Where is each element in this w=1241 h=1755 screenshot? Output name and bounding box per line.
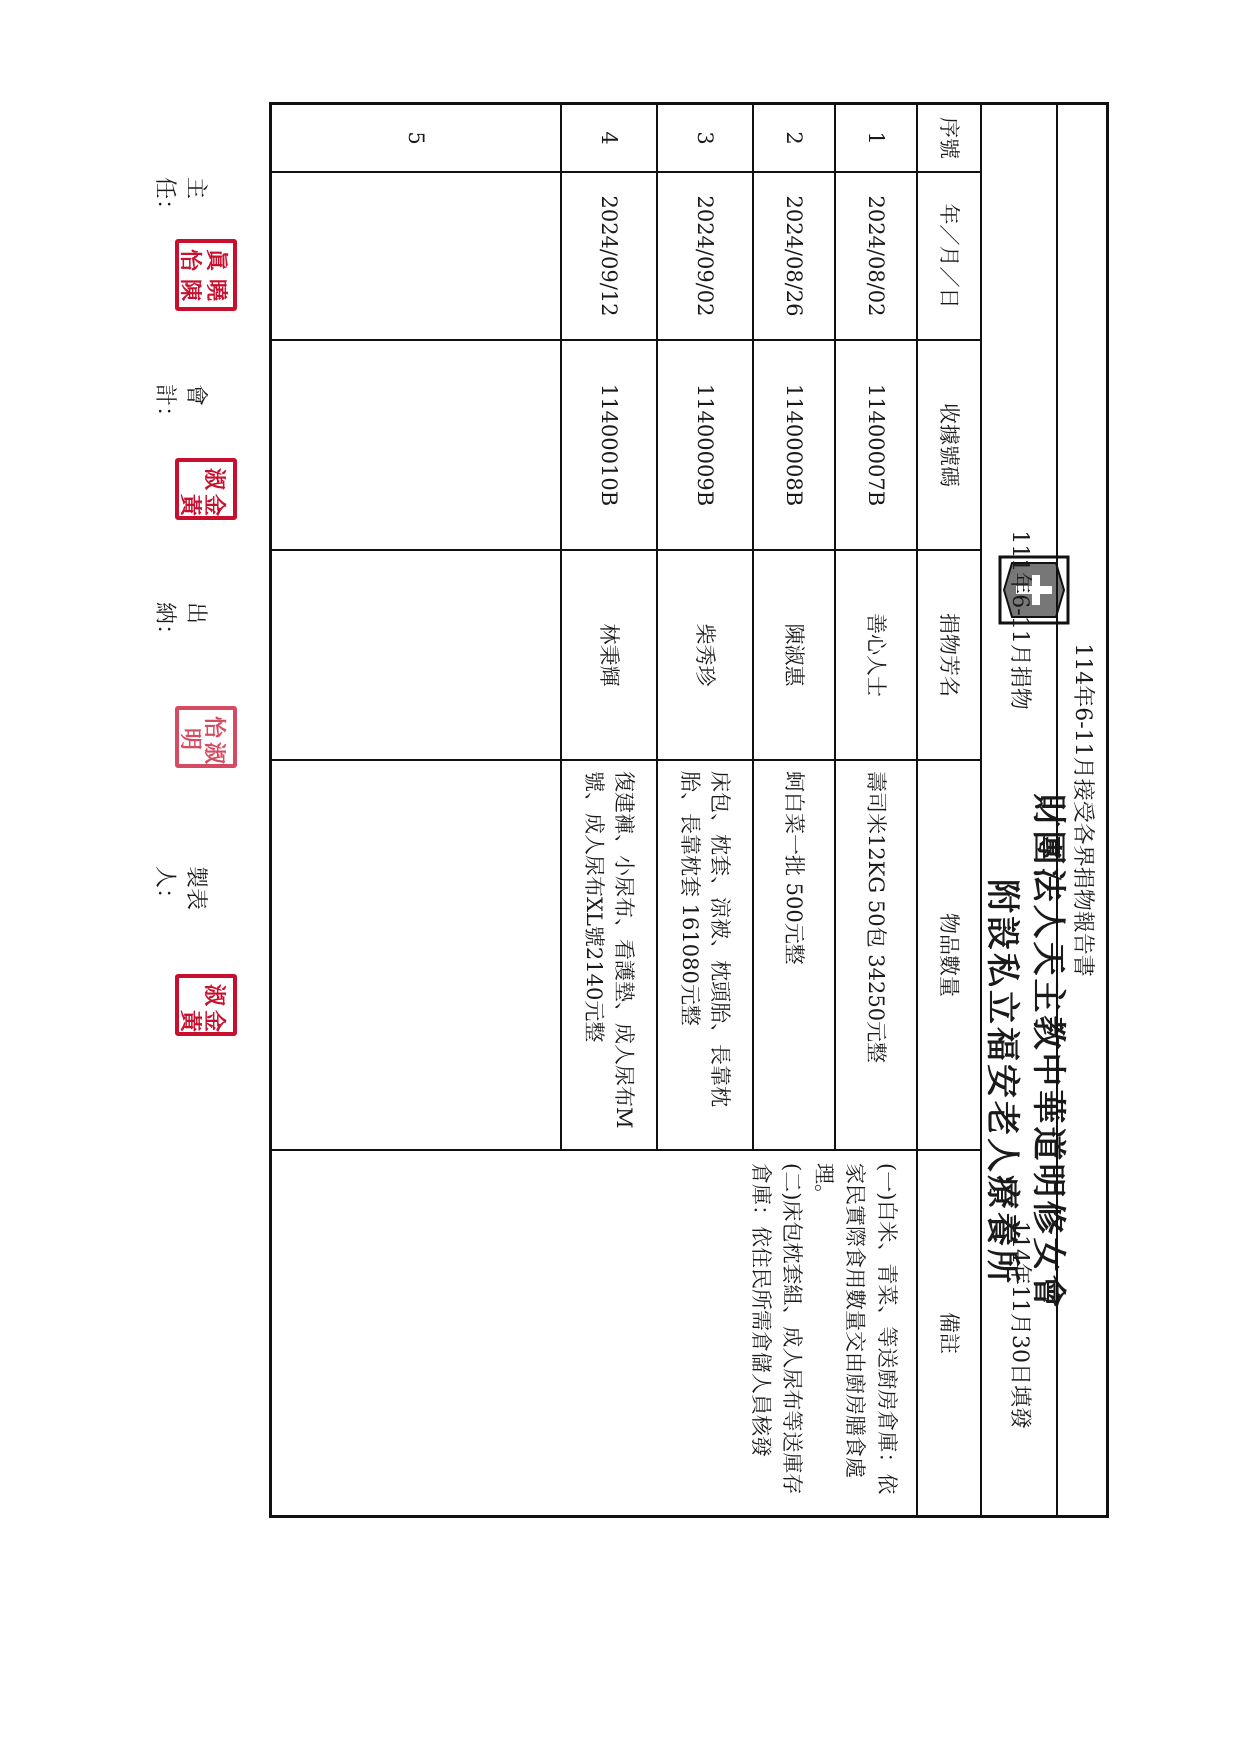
- row-receipt: 11400009B: [658, 341, 752, 551]
- row-no: 5: [272, 105, 560, 173]
- column-header-donor: 捐物芳名: [918, 551, 980, 761]
- column-header-items: 物品數量: [918, 761, 980, 1151]
- fill-date: 114年11月30日填發: [1006, 1221, 1032, 1429]
- signature-label-preparer: 製表人：: [152, 866, 208, 911]
- signature-label-cashier: 出納：: [152, 602, 208, 647]
- row-donor: [272, 551, 560, 761]
- row-date: 2024/08/02: [836, 173, 916, 341]
- row-donor: 林秉輝: [562, 551, 656, 761]
- row-receipt: 11400008B: [754, 341, 834, 551]
- table-row: [656, 105, 752, 1151]
- row-no: 3: [658, 105, 752, 173]
- row-receipt: 11400010B: [562, 341, 656, 551]
- table-row: [752, 105, 834, 1151]
- table-row: [272, 105, 560, 1151]
- preparer-seal-icon: 淑 金 黃: [175, 974, 237, 1036]
- row-items: 蚵白菜一批 500元整: [754, 761, 834, 1151]
- row-no: 4: [562, 105, 656, 173]
- row-no: 1: [836, 105, 916, 173]
- row-items: 壽司米12KG 50包 34250元整: [836, 761, 916, 1151]
- row-items: 床包、枕套、涼被、枕頭胎、長靠枕胎、長靠枕套 161080元整: [658, 761, 752, 1151]
- report-title-row: [1056, 105, 1106, 1515]
- row-donor: 陳淑惠: [754, 551, 834, 761]
- donation-report-table: [269, 102, 1109, 1518]
- report-subtitle-row: [980, 105, 1056, 1515]
- column-header-no: 序號: [918, 105, 980, 173]
- row-date: [272, 173, 560, 341]
- column-header-remarks: 備註: [937, 1312, 962, 1354]
- facility-name: 附設私立福安老人療養所: [982, 879, 1022, 1286]
- signature-row: [141, 0, 241, 1755]
- row-no: 2: [754, 105, 834, 173]
- cashier-seal-icon: 怡 淑 明: [175, 706, 237, 768]
- table-row: [560, 105, 656, 1151]
- row-donor: 柴秀珍: [658, 551, 752, 761]
- accountant-seal-icon: 淑 金 黃: [175, 458, 237, 520]
- column-header-receipt: 收據號碼: [918, 341, 980, 551]
- signature-label-accountant: 會計：: [152, 384, 208, 429]
- signature-label-director: 主任：: [152, 177, 208, 222]
- table-row: [834, 105, 916, 1151]
- row-receipt: [272, 341, 560, 551]
- organization-name: 財團法人天主教中華道明修女會: [1028, 793, 1068, 1312]
- column-header-date: 年／月／日: [918, 173, 980, 341]
- remarks-text: (一)白米、青菜、等送廚房倉庫：依家民實際食用數量交由廚房膳食處理。 (二)床包枕套組、成人尿布等送庫存倉庫：依住民所需倉儲人員核發: [749, 1163, 899, 1495]
- row-items: 復建褲、小尿布、看護墊、成人尿布M號、成人尿布XL號2140元整: [562, 761, 656, 1151]
- table-header-row: [916, 105, 980, 1515]
- remarks-cell: [272, 1151, 916, 1515]
- report-subtitle: 111年6-11月捐物: [1006, 530, 1032, 710]
- row-receipt: 11400007B: [836, 341, 916, 551]
- row-items: [272, 761, 560, 1151]
- row-donor: 善心人士: [836, 551, 916, 761]
- director-seal-icon: 眞 曉 怡 陳: [175, 239, 237, 311]
- report-title: 114年6-11月接受各界捐物報告書: [1069, 643, 1095, 977]
- row-date: 2024/09/12: [562, 173, 656, 341]
- row-date: 2024/08/26: [754, 173, 834, 341]
- row-date: 2024/09/02: [658, 173, 752, 341]
